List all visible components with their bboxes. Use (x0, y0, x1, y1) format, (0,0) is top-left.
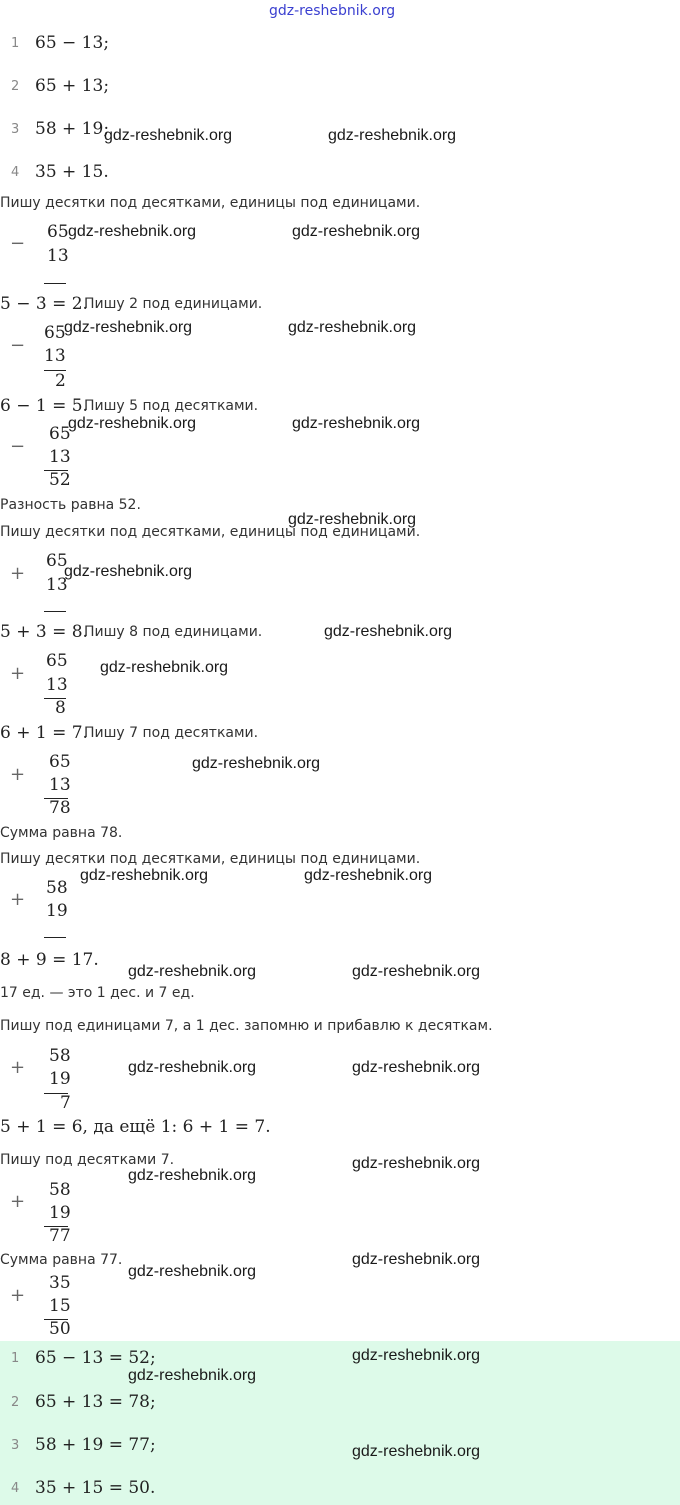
watermark: gdz-reshebnik.org (128, 963, 257, 980)
watermark: gdz-reshebnik.org (352, 1251, 481, 1268)
column-result: 77 (49, 1226, 71, 1246)
column-top-number: 58 (49, 1046, 71, 1066)
task-expression: 65 − 13; (35, 33, 110, 53)
column-bottom-number: 19 (49, 1203, 71, 1223)
step-math: 6 + 1 = 7. (0, 723, 88, 743)
watermark: gdz-reshebnik.org (128, 1059, 257, 1076)
plus-sign: + (10, 764, 26, 785)
column-result: 7 (60, 1093, 71, 1113)
watermark: gdz-reshebnik.org (328, 127, 457, 144)
column-top-number: 58 (46, 878, 68, 898)
step-math: 5 − 3 = 2. (0, 294, 88, 314)
watermark: gdz-reshebnik.org (324, 623, 453, 640)
answer-number: 2 (11, 1395, 20, 1410)
watermark: gdz-reshebnik.org (292, 415, 421, 432)
task-expression: 65 + 13; (35, 76, 110, 96)
column-top-number: 65 (46, 551, 68, 571)
step-text: Пишу под единицами 7, а 1 дес. запомню и прибавлю к десяткам. (0, 1018, 493, 1034)
step-text: Пишу под десятками 7. (0, 1152, 175, 1168)
column-bottom-number: 13 (49, 775, 71, 795)
column-top-number: 58 (49, 1180, 71, 1200)
step-text: 17 ед. — это 1 дес. и 7 ед. (0, 985, 195, 1001)
rule-text: Пишу десятки под десятками, единицы под единицами. (0, 851, 421, 867)
minus-sign: − (10, 436, 26, 457)
step-math: 6 − 1 = 5. (0, 396, 88, 416)
column-top-number: 65 (46, 651, 68, 671)
step-math: 8 + 9 = 17. (0, 950, 99, 970)
column-bottom-number: 13 (44, 346, 66, 366)
answer-number: 1 (11, 1351, 20, 1366)
minus-sign: − (10, 233, 26, 254)
difference-result: Разность равна 52. (0, 497, 141, 513)
watermark: gdz-reshebnik.org (80, 867, 209, 884)
sum-result: Сумма равна 77. (0, 1252, 123, 1268)
watermark: gdz-reshebnik.org (100, 659, 229, 676)
task-number: 1 (11, 36, 20, 51)
minus-sign: − (10, 335, 26, 356)
answer-expression: 35 + 15 = 50. (35, 1478, 156, 1498)
sum-result: Сумма равна 78. (0, 825, 123, 841)
column-result: 2 (55, 371, 66, 391)
task-expression: 35 + 15. (35, 162, 109, 182)
watermark: gdz-reshebnik.org (68, 415, 197, 432)
plus-sign: + (10, 1285, 26, 1306)
column-bottom-number: 13 (46, 675, 68, 695)
column-result: 78 (49, 798, 71, 818)
watermark: gdz-reshebnik.org (288, 319, 417, 336)
watermark: gdz-reshebnik.org (352, 1059, 481, 1076)
answer-number: 4 (11, 1481, 20, 1496)
column-bottom-number: 19 (49, 1069, 71, 1089)
watermark-top: gdz-reshebnik.org (269, 3, 396, 19)
step-math: 5 + 1 = 6, да ещё 1: 6 + 1 = 7. (0, 1117, 271, 1137)
column-bottom-number: 13 (47, 246, 69, 266)
rule-text: Пишу десятки под десятками, единицы под единицами. (0, 195, 421, 211)
answer-expression: 65 + 13 = 78; (35, 1392, 156, 1412)
column-top-number: 65 (44, 323, 66, 343)
watermark: gdz-reshebnik.org (292, 223, 421, 240)
step-text: Пишу 7 под десятками. (84, 725, 259, 741)
column-bottom-number: 15 (49, 1296, 71, 1316)
rule-text: Пишу десятки под десятками, единицы под единицами. (0, 524, 421, 540)
watermark: gdz-reshebnik.org (352, 1155, 481, 1172)
plus-sign: + (10, 889, 26, 910)
column-top-number: 65 (47, 222, 69, 242)
watermark: gdz-reshebnik.org (352, 963, 481, 980)
watermark: gdz-reshebnik.org (68, 223, 197, 240)
answer-expression: 65 − 13 = 52; (35, 1348, 156, 1368)
watermark: gdz-reshebnik.org (288, 511, 417, 528)
column-top-number: 35 (49, 1273, 71, 1293)
column-result: 50 (49, 1319, 71, 1339)
plus-sign: + (10, 663, 26, 684)
answer-expression: 58 + 19 = 77; (35, 1435, 156, 1455)
column-bottom-number: 13 (49, 447, 71, 467)
plus-sign: + (10, 563, 26, 584)
column-top-number: 65 (49, 424, 71, 444)
step-text: Пишу 2 под единицами. (84, 296, 263, 312)
task-expression: 58 + 19; (35, 119, 110, 139)
column-line (44, 611, 66, 612)
task-number: 4 (11, 165, 20, 180)
column-result: 52 (49, 470, 71, 490)
watermark: gdz-reshebnik.org (64, 319, 193, 336)
watermark: gdz-reshebnik.org (352, 1443, 481, 1460)
watermark: gdz-reshebnik.org (104, 127, 233, 144)
watermark: gdz-reshebnik.org (64, 563, 193, 580)
task-number: 2 (11, 79, 20, 94)
step-math: 5 + 3 = 8. (0, 622, 88, 642)
plus-sign: + (10, 1191, 26, 1212)
watermark: gdz-reshebnik.org (128, 1367, 257, 1384)
column-line (44, 937, 66, 938)
column-bottom-number: 13 (46, 575, 68, 595)
watermark: gdz-reshebnik.org (352, 1347, 481, 1364)
watermark: gdz-reshebnik.org (304, 867, 433, 884)
column-bottom-number: 19 (46, 901, 68, 921)
step-text: Пишу 8 под единицами. (84, 624, 263, 640)
task-number: 3 (11, 122, 20, 137)
watermark: gdz-reshebnik.org (128, 1263, 257, 1280)
column-line (44, 283, 66, 284)
step-text: Пишу 5 под десятками. (84, 398, 259, 414)
watermark: gdz-reshebnik.org (192, 755, 321, 772)
answer-number: 3 (11, 1438, 20, 1453)
plus-sign: + (10, 1057, 26, 1078)
column-result: 8 (55, 698, 66, 718)
watermark: gdz-reshebnik.org (128, 1167, 257, 1184)
column-top-number: 65 (49, 752, 71, 772)
